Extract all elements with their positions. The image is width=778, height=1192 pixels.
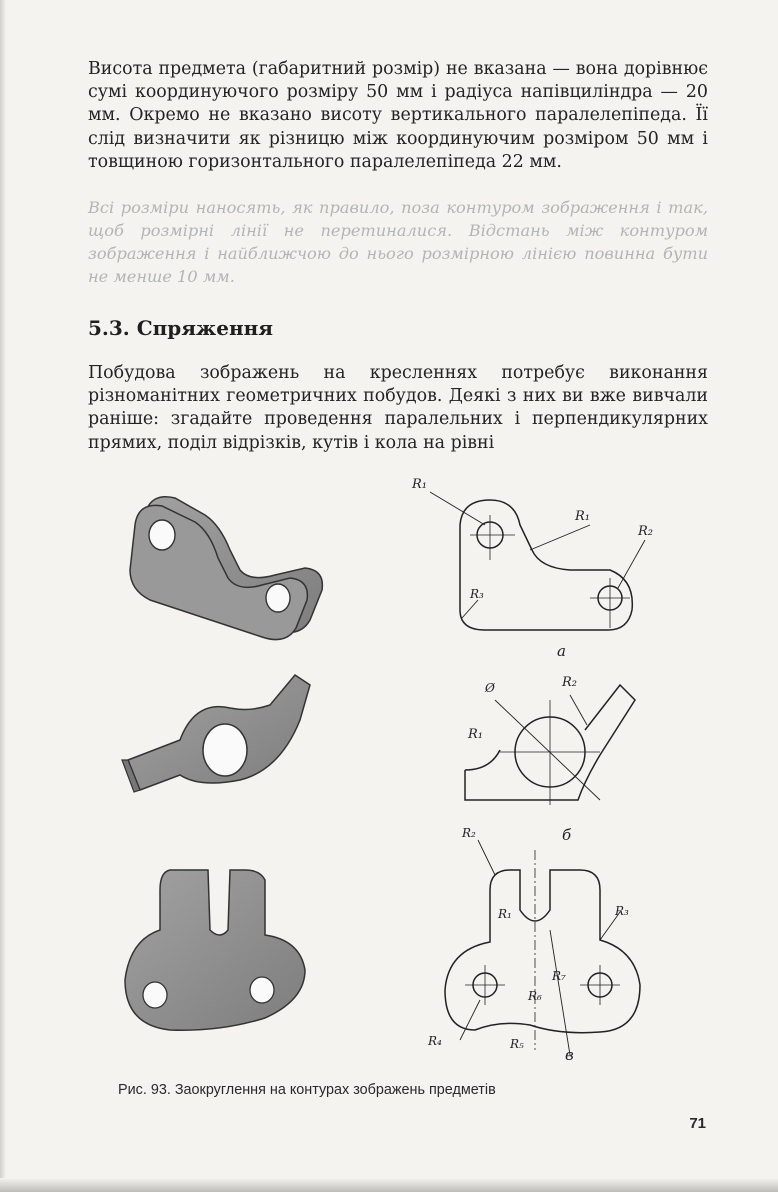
section-heading: 5.3. Спряження (88, 316, 274, 340)
figure-caption: Рис. 93. Заокруглення на контурах зображень предметів (118, 1082, 496, 1098)
part-c-isometric (125, 870, 305, 1030)
dim-c-r7: R₇ (552, 969, 566, 983)
drawing-c (445, 840, 640, 1055)
dim-b-r1: R₁ (468, 727, 483, 742)
dim-a-r3: R₃ (470, 587, 484, 601)
dim-c-r5: R₅ (510, 1037, 524, 1051)
part-a-isometric (130, 497, 322, 640)
dim-b-diameter: Ø (485, 681, 495, 695)
dim-a-r1-top: R₁ (412, 477, 427, 492)
italic-note: Всі розміри наносять, як правило, поза контуром зображення і так, щоб розмірні лінії не перетиналися. Відстань між контуром зображення і найближчою до нього розмірною лінією повинна бути не менше 10 мм. (88, 198, 708, 286)
dim-c-r4: R₄ (428, 1034, 442, 1048)
drawing-b (465, 685, 635, 805)
dim-c-r6: R₆ (528, 989, 542, 1003)
paragraph-dimensions: Висота предмета (габаритний розмір) не вказана — вона дорівнює сумі координуючого розміру 50 мм і радіуса напівциліндра — 20 мм. Окремо не вказано висоту вертикального паралелепіпеда. Її слід визначити як різницю між координуючим розміром 50 мм і товщиною горизонтального паралелепіпеда 22 мм. (88, 59, 708, 172)
page-bottom-shadow (0, 1178, 778, 1192)
dim-c-r3: R₃ (615, 904, 629, 918)
dim-c-r1: R₁ (498, 907, 512, 921)
label-c: в (565, 1046, 574, 1064)
dim-b-r2: R₂ (562, 675, 577, 690)
label-a: а (557, 642, 566, 660)
page-number: 71 (689, 1115, 706, 1132)
part-b-isometric (122, 675, 310, 792)
dim-c-r2: R₂ (462, 826, 476, 840)
paragraph-constructions: Побудова зображень на кресленнях потребує виконання різноманітних геометричних побудов. Деякі з них ви вже вивчали раніше: згадайте проведення паралельних і перпендикулярних прямих, поділ відрізків, кутів і кола на рівні (88, 363, 708, 453)
label-b: б (562, 826, 572, 844)
drawing-a (430, 492, 645, 630)
dim-a-r1-right: R₁ (575, 509, 590, 524)
dim-a-r2: R₂ (638, 524, 653, 539)
figure-drawings (100, 470, 720, 1080)
figure-93 (100, 470, 720, 1080)
page-left-shadow (0, 0, 6, 1192)
